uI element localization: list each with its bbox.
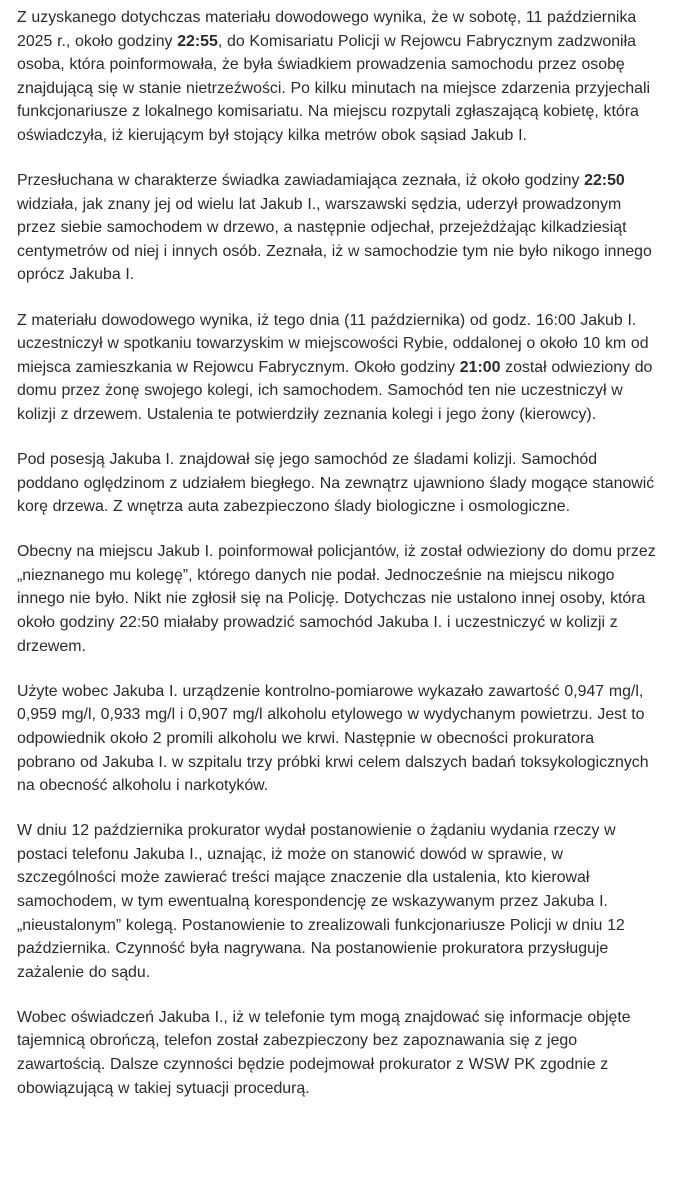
time-highlight: 22:55 [177, 32, 218, 50]
text-segment: W dniu 12 października prokurator wydał postanowienie o żądaniu wydania rzeczy w postaci telefonu Jakuba I., uznając, iż może on stanowić dowód w sprawie, w szczególności może zawierać treści mające znaczenie dla ustalenia, kto kierował samochodem, w tym ewentualną korespondencję ze wskazywanym przez Jakuba I. „nieustalonym” kolegą. Postanowienie to zrealizowali funkcjonariusze Policji w dniu 12 października. Czynność była nagrywana. Na postanowienie prokuratora przysługuje zażalenie do sądu. [17, 822, 625, 981]
text-segment: Wobec oświadczeń Jakuba I., iż w telefonie tym mogą znajdować się informacje objęte tajemnicą obrończą, telefon został zabezpieczony bez zapoznawania się z jego zawartością. Dalsze czynności będzie podejmował prokurator z WSW PK zgodnie z obowiązującą w takiej sytuacji procedurą. [17, 1008, 631, 1097]
text-segment: Z uzyskanego dotychczas materiału dowodowego wynika, że w sobotę, 11 października 2025 r., około godziny [17, 9, 637, 50]
text-segment: , do Komisariatu Policji w Rejowcu Fabrycznym zadzwoniła osoba, która poinformowała, że była świadkiem prowadzenia samochodu przez osobę znajdującą się w stanie nietrzeźwości. Po kilku minutach na miejsce zdarzenia przyjechali funkcjonariusze z lokalnego komisariatu. Na miejscu rozpytali zgłaszającą kobietę, która oświadczyła, iż kierującym był stojący kilka metrów obok sąsiad Jakub I. [17, 32, 651, 144]
text-segment: Z materiału dowodowego wynika, iż tego dnia (11 października) od godz. 16:00 Jakub I. uczestniczył w spotkaniu towarzyskim w miejscowości Rybie, oddalonej o około 10 km od miejsca zamieszkania w Rejowcu Fabrycznym. Około godziny [17, 311, 649, 376]
paragraph-8 [17, 1006, 657, 1100]
text-segment: Przesłuchana w charakterze świadka zawiadamiająca zeznała, iż około godziny [17, 172, 585, 190]
text-segment: został odwieziony do domu przez żonę swojego kolegi, ich samochodem. Samochód ten nie uczestniczył w kolizji z drzewem. Ustalenia te potwierdziły zeznania kolegi i jego żony (kierowcy). [17, 358, 653, 423]
paragraph-6 [17, 680, 657, 798]
time-highlight: 22:50 [584, 172, 625, 190]
paragraph-2 [17, 169, 657, 287]
paragraph-4 [17, 448, 657, 519]
paragraph-3 [17, 309, 657, 427]
time-highlight: 21:00 [459, 358, 501, 376]
paragraph-7 [17, 819, 657, 984]
text-segment: Pod posesją Jakuba I. znajdował się jego samochód ze śladami kolizji. Samochód poddano oględzinom z udziałem biegłego. Na zewnątrz ujawniono ślady mogące stanowić korę drzewa. Z wnętrza auta zabezpieczono ślady biologiczne i osmologiczne. [17, 451, 655, 516]
text-segment: Użyte wobec Jakuba I. urządzenie kontrolno-pomiarowe wykazało zawartość 0,947 mg/l, 0,959 mg/l, 0,933 mg/l i 0,907 mg/l alkoholu etylowego w wydychanym powietrzu. Jest to odpowiednik około 2 promili alkoholu we krwi. Następnie w obecności prokuratora pobrano od Jakuba I. w szpitalu trzy próbki krwi celem dalszych badań toksykologicznych na obecność alkoholu i narkotyków. [17, 682, 649, 795]
text-segment: widziała, jak znany jej od wielu lat Jakub I., warszawski sędzia, uderzył prowadzonym przez siebie samochodem w drzewo, a następnie odjechał, przejeżdżając kilkadziesiąt centymetrów od niej i innych osób. Zeznała, iż w samochodzie tym nie było nikogo innego oprócz Jakuba I. [17, 195, 652, 284]
paragraph-1 [17, 6, 657, 148]
paragraph-5 [17, 540, 657, 658]
text-segment: Obecny na miejscu Jakub I. poinformował policjantów, iż został odwieziony do domu przez „nieznanego mu kolegę”, którego danych nie podał. Jednocześnie na miejscu nikogo innego nie było. Nikt nie zgłosił się na Policję. Dotychczas nie ustalono innej osoby, która około godziny 22:50 miałaby prowadzić samochód Jakuba I. i uczestniczyć w kolizji z drzewem. [17, 543, 656, 655]
